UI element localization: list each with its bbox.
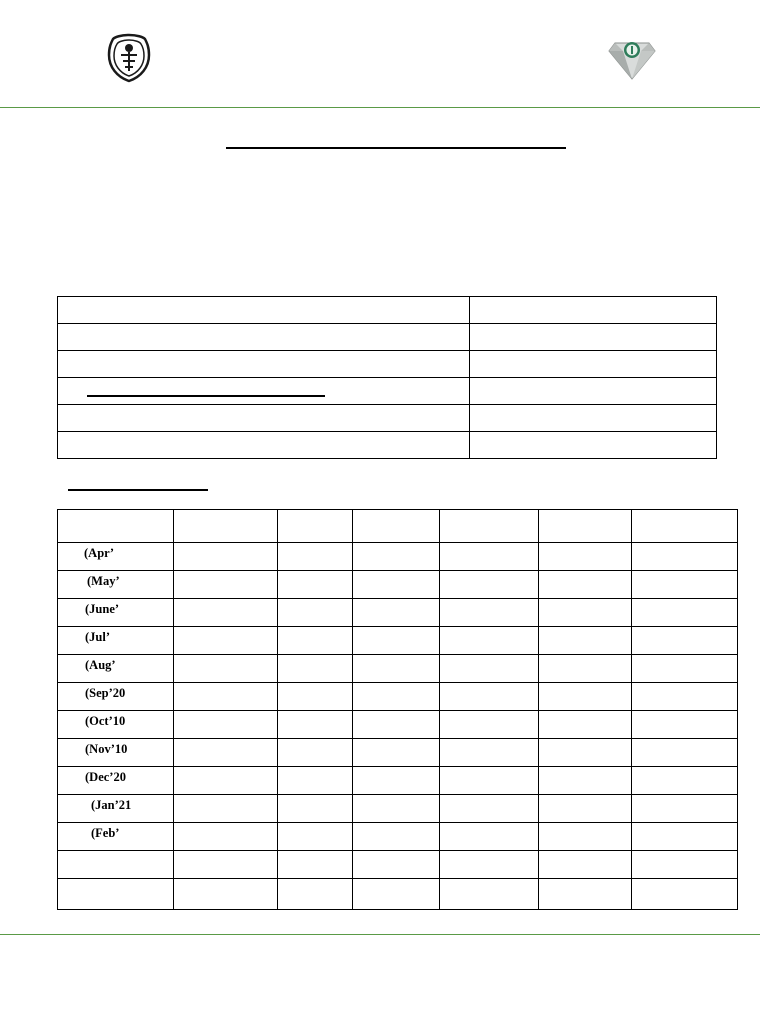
value-cell [539,711,632,739]
value-cell [58,879,174,910]
value-cell [539,739,632,767]
value-cell [353,599,440,627]
value-cell [174,599,278,627]
value-cell [440,683,539,711]
info-row [58,378,717,405]
value-cell [440,795,539,823]
value-cell [278,683,353,711]
value-cell [632,655,738,683]
value-cell [353,767,440,795]
table-row [58,795,738,823]
info-row [58,405,717,432]
value-cell [539,655,632,683]
value-cell [632,879,738,910]
info-row [58,324,717,351]
school-crest-logo [107,33,151,83]
value-cell [278,795,353,823]
info-label-cell [58,432,470,459]
month-cell [58,543,174,571]
info-value-cell [470,378,717,405]
value-cell [440,851,539,879]
value-cell [58,851,174,879]
value-cell [539,683,632,711]
header-row [58,510,738,543]
value-cell [353,627,440,655]
table-row [58,627,738,655]
month-cell [58,711,174,739]
month-label: (May’ [87,574,120,588]
info-label-cell [58,378,470,405]
value-cell [278,543,353,571]
value-cell [174,683,278,711]
table-row [58,823,738,851]
info-label-cell [58,324,470,351]
value-cell [632,627,738,655]
value-cell [632,543,738,571]
value-cell [539,543,632,571]
table-row [58,683,738,711]
value-cell [632,767,738,795]
value-cell [440,599,539,627]
title-underline [226,147,566,149]
month-cell [58,739,174,767]
info-value-cell [470,351,717,378]
value-cell [440,823,539,851]
value-cell [539,627,632,655]
value-cell [353,851,440,879]
value-cell [278,711,353,739]
table-row [58,571,738,599]
value-cell [278,851,353,879]
value-cell [539,823,632,851]
value-cell [353,823,440,851]
monthly-table [57,509,738,910]
value-cell [174,571,278,599]
month-cell [58,655,174,683]
info-value-cell [470,432,717,459]
month-cell [58,767,174,795]
table-row [58,851,738,879]
value-cell [174,795,278,823]
value-cell [632,851,738,879]
value-cell [440,655,539,683]
value-cell [632,795,738,823]
table-row [58,711,738,739]
table-row [58,599,738,627]
value-cell [440,767,539,795]
value-cell [278,767,353,795]
header-rule [0,107,760,108]
value-cell [632,599,738,627]
month-cell [58,571,174,599]
table-row [58,655,738,683]
footer-rule [0,934,760,935]
month-label: (Jul’ [85,630,110,644]
table-row [58,739,738,767]
value-cell [174,655,278,683]
value-cell [539,767,632,795]
month-label: (Nov’10 [85,742,128,756]
value-cell [278,655,353,683]
value-cell [174,851,278,879]
value-cell [353,739,440,767]
header-cell [353,510,440,543]
value-cell [353,879,440,910]
value-cell [440,879,539,910]
month-cell [58,627,174,655]
info-label-cell [58,405,470,432]
value-cell [353,543,440,571]
value-cell [278,627,353,655]
info-table [57,296,717,459]
diamond-emblem-logo [607,33,657,81]
value-cell [440,711,539,739]
month-label: (June’ [85,602,120,616]
value-cell [440,543,539,571]
value-cell [278,823,353,851]
month-label: (Oct’10 [85,714,126,728]
value-cell [353,711,440,739]
month-cell [58,795,174,823]
value-cell [278,599,353,627]
value-cell [174,543,278,571]
month-cell [58,683,174,711]
value-cell [174,711,278,739]
value-cell [174,739,278,767]
value-cell [632,823,738,851]
month-label: (Aug’ [85,658,116,672]
value-cell [278,879,353,910]
info-underline [87,395,325,397]
info-value-cell [470,324,717,351]
header-cell [174,510,278,543]
value-cell [632,711,738,739]
value-cell [174,627,278,655]
table-row [58,543,738,571]
info-value-cell [470,405,717,432]
info-row [58,351,717,378]
value-cell [440,739,539,767]
month-label: (Dec’20 [85,770,126,784]
month-label: (Apr’ [84,546,115,560]
month-label: (Sep’20 [85,686,126,700]
info-value-cell [470,297,717,324]
month-label: (Jan’21 [91,798,132,812]
table-row [58,767,738,795]
value-cell [174,823,278,851]
value-cell [353,571,440,599]
table-row [58,879,738,910]
value-cell [278,739,353,767]
value-cell [174,879,278,910]
header-cell [278,510,353,543]
value-cell [539,795,632,823]
header-cell [632,510,738,543]
value-cell [632,683,738,711]
value-cell [278,571,353,599]
value-cell [632,739,738,767]
month-label: (Feb’ [91,826,120,840]
value-cell [440,571,539,599]
value-cell [353,655,440,683]
month-cell [58,599,174,627]
value-cell [539,879,632,910]
month-cell [58,823,174,851]
info-label-cell [58,351,470,378]
value-cell [440,627,539,655]
header-cell [440,510,539,543]
header-cell [539,510,632,543]
value-cell [632,571,738,599]
value-cell [539,571,632,599]
info-label-cell [58,297,470,324]
value-cell [539,599,632,627]
info-row [58,297,717,324]
value-cell [353,795,440,823]
info-row [58,432,717,459]
header-cell [58,510,174,543]
value-cell [174,767,278,795]
value-cell [353,683,440,711]
value-cell [539,851,632,879]
section-underline [68,489,208,491]
